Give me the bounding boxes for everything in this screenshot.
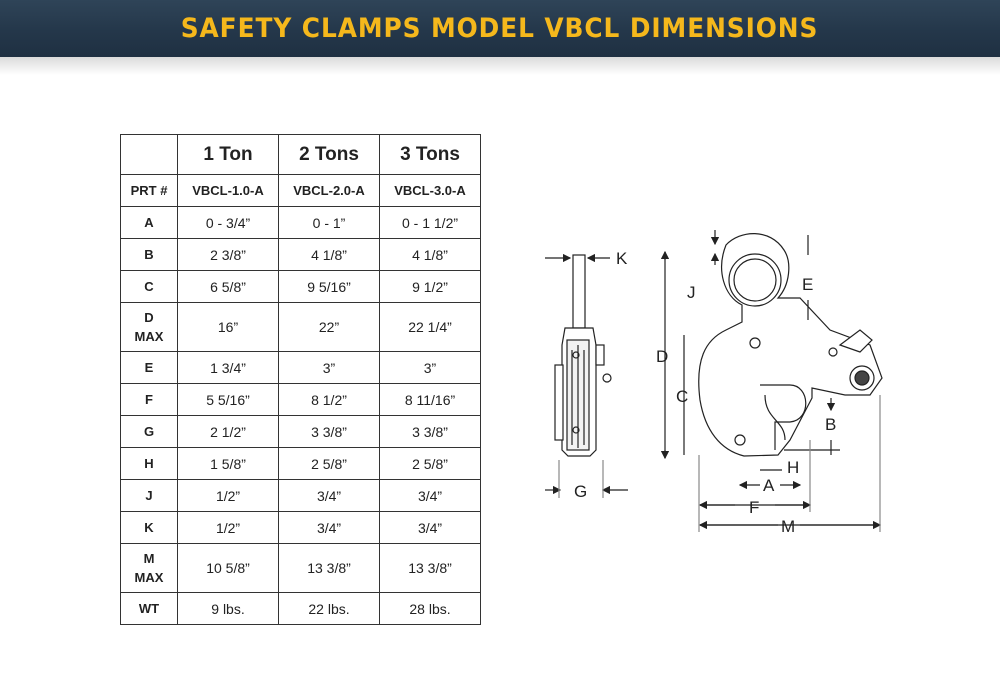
table-row	[121, 384, 481, 416]
table-cell: 5 5/16”	[178, 384, 279, 416]
table-cell: 3”	[279, 352, 380, 384]
row-label	[121, 544, 178, 593]
table-cell: 1/2”	[178, 480, 279, 512]
dim-label-d: D	[656, 347, 669, 366]
table-cell: 3 3/8”	[279, 416, 380, 448]
table-row	[121, 448, 481, 480]
dim-label-e: E	[802, 275, 814, 294]
row-label	[121, 303, 178, 352]
table-cell: 22 1/4”	[380, 303, 481, 352]
dim-label-a: A	[763, 476, 775, 495]
table-row	[121, 207, 481, 239]
table-cell: 10 5/8”	[178, 544, 279, 593]
table-cell: 2 1/2”	[178, 416, 279, 448]
column-header: 3 Tons	[380, 135, 481, 175]
table-cell: 2 3/8”	[178, 239, 279, 271]
row-label: J	[121, 480, 178, 512]
dim-label-j: J	[687, 283, 696, 302]
row-label: PRT #	[121, 175, 178, 207]
table-cell: 16”	[178, 303, 279, 352]
table-cell: 3/4”	[279, 512, 380, 544]
column-header: 2 Tons	[279, 135, 380, 175]
table-cell: 1 5/8”	[178, 448, 279, 480]
table-row	[121, 271, 481, 303]
table-cell: 13 3/8”	[380, 544, 481, 593]
table-cell: 13 3/8”	[279, 544, 380, 593]
row-label: H	[121, 448, 178, 480]
table-row	[121, 352, 481, 384]
table-cell: 2 5/8”	[279, 448, 380, 480]
row-label: K	[121, 512, 178, 544]
row-label: WT	[121, 593, 178, 625]
table-cell: 22 lbs.	[279, 593, 380, 625]
table-row	[121, 512, 481, 544]
clamp-dimension-diagram	[520, 210, 890, 540]
table-row	[121, 239, 481, 271]
clamp-side-view	[555, 255, 611, 456]
table-cell: 0 - 3/4”	[178, 207, 279, 239]
corner-cell	[121, 135, 178, 175]
table-header-row	[121, 135, 481, 175]
row-label: B	[121, 239, 178, 271]
table-row	[121, 416, 481, 448]
dim-label-k: K	[616, 249, 628, 268]
row-label: G	[121, 416, 178, 448]
table-row	[121, 175, 481, 207]
header-banner	[0, 0, 1000, 57]
table-cell: 9 1/2”	[380, 271, 481, 303]
dim-label-c: C	[676, 387, 689, 406]
row-label-line: D	[144, 310, 154, 325]
dimensions-table	[120, 134, 481, 625]
row-label-line: M	[143, 551, 155, 566]
table-row	[121, 593, 481, 625]
dim-label-b: B	[825, 415, 837, 434]
table-cell: 0 - 1 1/2”	[380, 207, 481, 239]
table-cell: 9 5/16”	[279, 271, 380, 303]
page-title: SAFETY CLAMPS MODEL VBCL DIMENSIONS	[181, 13, 819, 44]
clamp-front-view	[699, 234, 882, 456]
dim-label-m: M	[781, 517, 796, 536]
row-label: E	[121, 352, 178, 384]
banner-shadow	[0, 57, 1000, 75]
table-cell: 28 lbs.	[380, 593, 481, 625]
dim-label-f: F	[749, 498, 760, 517]
table-row	[121, 480, 481, 512]
table-cell: 9 lbs.	[178, 593, 279, 625]
table-row	[121, 544, 481, 593]
row-label-line: MAX	[134, 329, 164, 344]
table-cell: 3 3/8”	[380, 416, 481, 448]
table-cell: 8 11/16”	[380, 384, 481, 416]
table-cell: 3/4”	[279, 480, 380, 512]
table-row	[121, 303, 481, 352]
dim-label-g: G	[574, 482, 588, 501]
table-cell: 6 5/8”	[178, 271, 279, 303]
table-cell: 1 3/4”	[178, 352, 279, 384]
column-header: 1 Ton	[178, 135, 279, 175]
table-cell: 4 1/8”	[279, 239, 380, 271]
row-label: F	[121, 384, 178, 416]
part-number-cell: VBCL-1.0-A	[178, 175, 279, 207]
table-cell: 3/4”	[380, 480, 481, 512]
part-number-cell: VBCL-2.0-A	[279, 175, 380, 207]
table-cell: 8 1/2”	[279, 384, 380, 416]
table-cell: 1/2”	[178, 512, 279, 544]
table-cell: 4 1/8”	[380, 239, 481, 271]
table-cell: 3”	[380, 352, 481, 384]
table-cell: 3/4”	[380, 512, 481, 544]
row-label: C	[121, 271, 178, 303]
row-label-line: MAX	[134, 570, 164, 585]
table-cell: 2 5/8”	[380, 448, 481, 480]
dim-label-h: H	[787, 458, 800, 477]
table-cell: 22”	[279, 303, 380, 352]
part-number-cell: VBCL-3.0-A	[380, 175, 481, 207]
table-cell: 0 - 1”	[279, 207, 380, 239]
row-label: A	[121, 207, 178, 239]
